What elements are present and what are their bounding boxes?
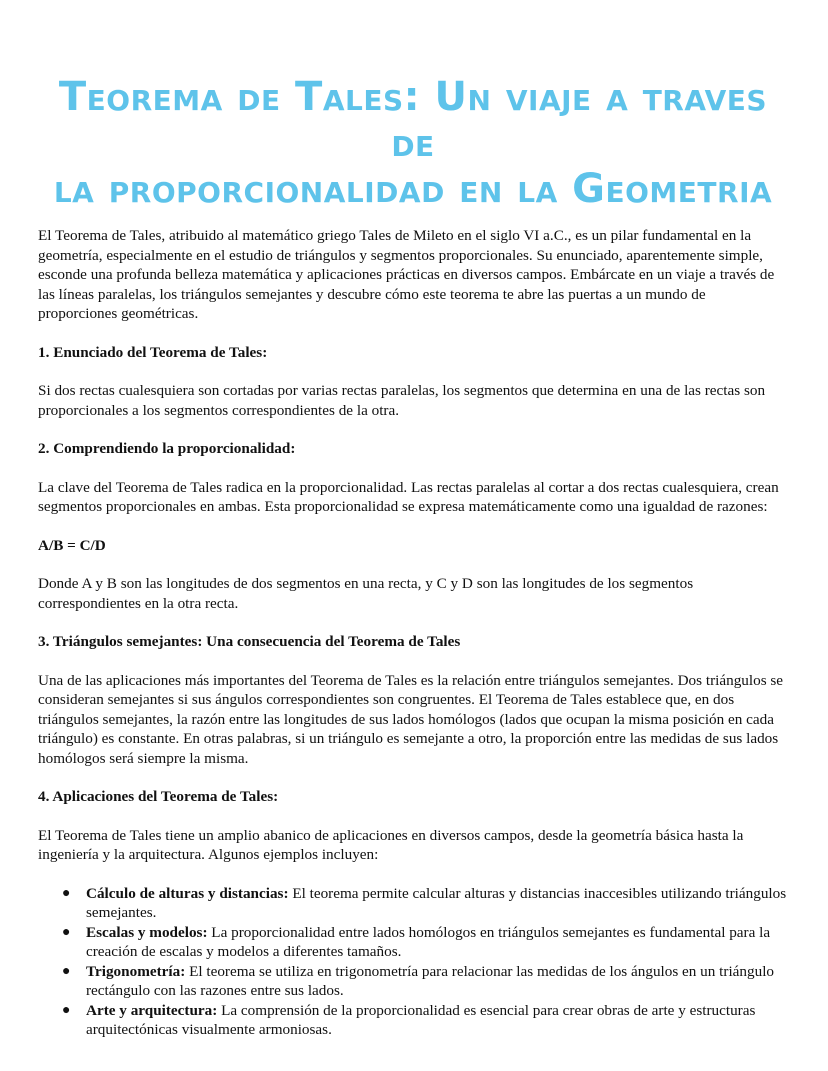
section-4-body: El Teorema de Tales tiene un amplio abanico de aplicaciones en diversos campos, desde la geometría básica hasta la ingeniería y la arquitectura. Algunos ejemplos incluyen: bbox=[38, 826, 744, 863]
bullet-icon: ● bbox=[62, 885, 71, 901]
bullet-icon: ● bbox=[62, 963, 71, 979]
section-3-heading: 3. Triángulos semejantes: Una consecuencia del Teorema de Tales bbox=[38, 633, 461, 650]
list-item-text: La proporcionalidad entre lados homólogos en triángulos semejantes es fundamental para la creación de escalas y modelos a diferentes tamaños. bbox=[86, 923, 771, 960]
section-4-heading: 4. Aplicaciones del Teorema de Tales: bbox=[38, 788, 279, 805]
list-item-term: Arte y arquitectura: bbox=[86, 1001, 218, 1019]
applications-list bbox=[38, 884, 788, 1040]
section-2-explanation: Donde A y B son las longitudes de dos segmentos en una recta, y C y D son las longitudes de los segmentos correspondientes en la otra recta. bbox=[38, 575, 694, 612]
list-item-term: Cálculo de alturas y distancias: bbox=[86, 884, 289, 902]
document-title bbox=[38, 74, 788, 212]
section-3-body: Una de las aplicaciones más importantes del Teorema de Tales es la relación entre triángulos semejantes. Dos triángulos se consideran semejantes si sus ángulos correspondientes son congruentes. El Teorema de Tales establece que, en dos triángulos semejantes, la razón entre las longitudes de sus lados homólogos (lados que ocupan la misma posición en cada triángulo) es constante. En otras palabras, si un triángulo es semejante a otro, la proporción entre las medidas de sus lados homólogos será siempre la misma. bbox=[38, 671, 784, 767]
section-2-body: La clave del Teorema de Tales radica en la proporcionalidad. Las rectas paralelas al cortar a dos rectas cualesquiera, crean segmentos proporcionales en ambas. Esta proporcionalidad se expresa matemáticamente como una igualdad de razones: bbox=[38, 478, 779, 515]
list-item bbox=[62, 962, 788, 1001]
bullet-icon: ● bbox=[62, 924, 71, 940]
list-item-term: Trigonometría: bbox=[86, 962, 186, 980]
list-item bbox=[62, 1001, 788, 1040]
intro-paragraph: El Teorema de Tales, atribuido al matemático griego Tales de Mileto en el siglo VI a.C., es un pilar fundamental en la geometría, especialmente en el estudio de triángulos y segmentos proporcionales. Su enunciado, aparentemente simple, esconde una profunda belleza matemática y aplicaciones prácticas en diversos campos. Embárcate en un viaje a través de las líneas paralelas, los triángulos semejantes y descubre cómo este teorema te abre las puertas a un mundo de proporciones geométricas. bbox=[38, 227, 775, 322]
title-line-1: Teorema de Tales: Un viaje a traves de bbox=[58, 74, 768, 166]
bullet-icon: ● bbox=[62, 1002, 71, 1018]
list-item-text: La comprensión de la proporcionalidad es esencial para crear obras de arte y estructuras arquitectónicas visualmente armoniosas. bbox=[86, 1001, 756, 1038]
title-line-2: la proporcionalidad en la Geometria bbox=[53, 166, 773, 212]
section-2-heading: 2. Comprendiendo la proporcionalidad: bbox=[38, 440, 296, 457]
section-1-body: Si dos rectas cualesquiera son cortadas por varias rectas paralelas, los segmentos que determina en una de las rectas son proporcionales a los segmentos correspondientes de la otra. bbox=[38, 382, 766, 419]
section-1-heading: 1. Enunciado del Teorema de Tales: bbox=[38, 343, 268, 361]
list-item bbox=[62, 923, 788, 962]
list-item-term: Escalas y modelos: bbox=[86, 923, 208, 941]
proportion-formula: A/B = C/D bbox=[38, 536, 106, 554]
list-item bbox=[62, 884, 788, 923]
list-item-text: El teorema se utiliza en trigonometría para relacionar las medidas de los ángulos en un triángulo rectángulo con las razones entre sus lados. bbox=[86, 962, 775, 999]
list-item-text: El teorema permite calcular alturas y distancias inaccesibles utilizando triángulos semejantes. bbox=[86, 884, 787, 921]
